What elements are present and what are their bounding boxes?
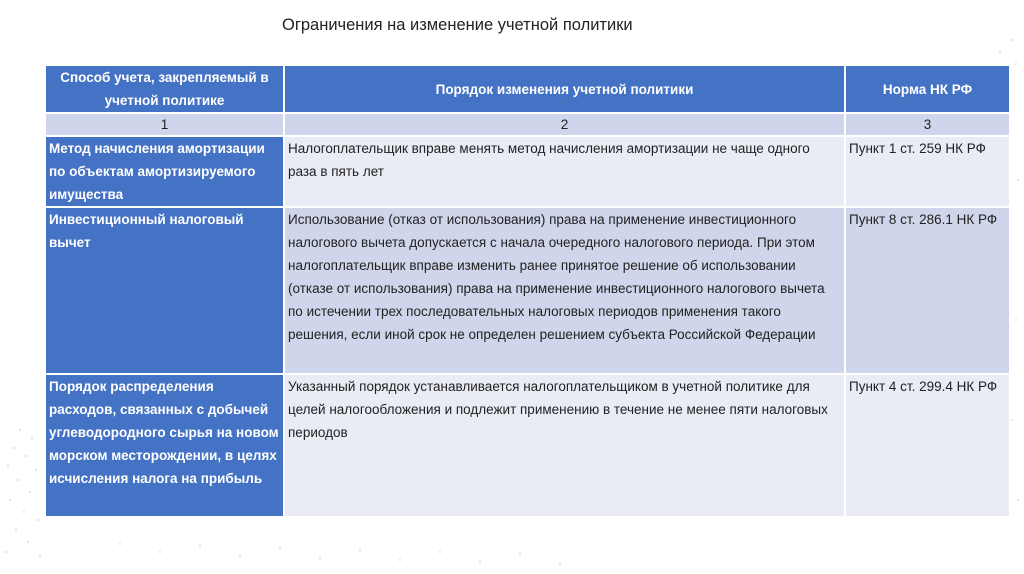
column-number: 3 (845, 113, 1010, 136)
table-row (45, 207, 1010, 374)
method-cell: Метод начисления амортизации по объектам амортизируемого имущества (45, 136, 284, 207)
table-row (45, 374, 1010, 517)
norm-cell: Пункт 4 ст. 299.4 НК РФ (845, 374, 1010, 517)
column-number: 1 (45, 113, 284, 136)
norm-cell: Пункт 1 ст. 259 НК РФ (845, 136, 1010, 207)
column-number: 2 (284, 113, 845, 136)
header-procedure: Порядок изменения учетной политики (284, 65, 845, 113)
table-row (45, 136, 1010, 207)
method-cell: Порядок распределения расходов, связанных с добычей углеводородного сырья на новом морском месторождении, в целях исчисления налога на прибыль (45, 374, 284, 517)
header-method: Способ учета, закрепляемый в учетной политике (45, 65, 284, 113)
slide-title: Ограничения на изменение учетной политики (282, 16, 633, 34)
header-norm: Норма НК РФ (845, 65, 1010, 113)
accounting-policy-table (44, 64, 1011, 518)
header-row (45, 65, 1010, 113)
norm-cell: Пункт 8 ст. 286.1 НК РФ (845, 207, 1010, 374)
method-cell: Инвестиционный налоговый вычет (45, 207, 284, 374)
column-number-row (45, 113, 1010, 136)
procedure-cell: Указанный порядок устанавливается налогоплательщиком в учетной политике для целей налогообложения и подлежит применению в течение не менее пяти налоговых периодов (284, 374, 845, 517)
procedure-cell: Налогоплательщик вправе менять метод начисления амортизации не чаще одного раза в пять лет (284, 136, 845, 207)
procedure-cell: Использование (отказ от использования) права на применение инвестиционного налогового вычета допускается с начала очередного налогового периода. При этом налогоплательщик вправе изменить ранее принятое решение об использовании (отказе от использования) права на применение инвестиционного налогового вычета по истечении трех последовательных налоговых периодов применения такого решения, если иной срок не определен решением субъекта Российской Федерации (284, 207, 845, 374)
